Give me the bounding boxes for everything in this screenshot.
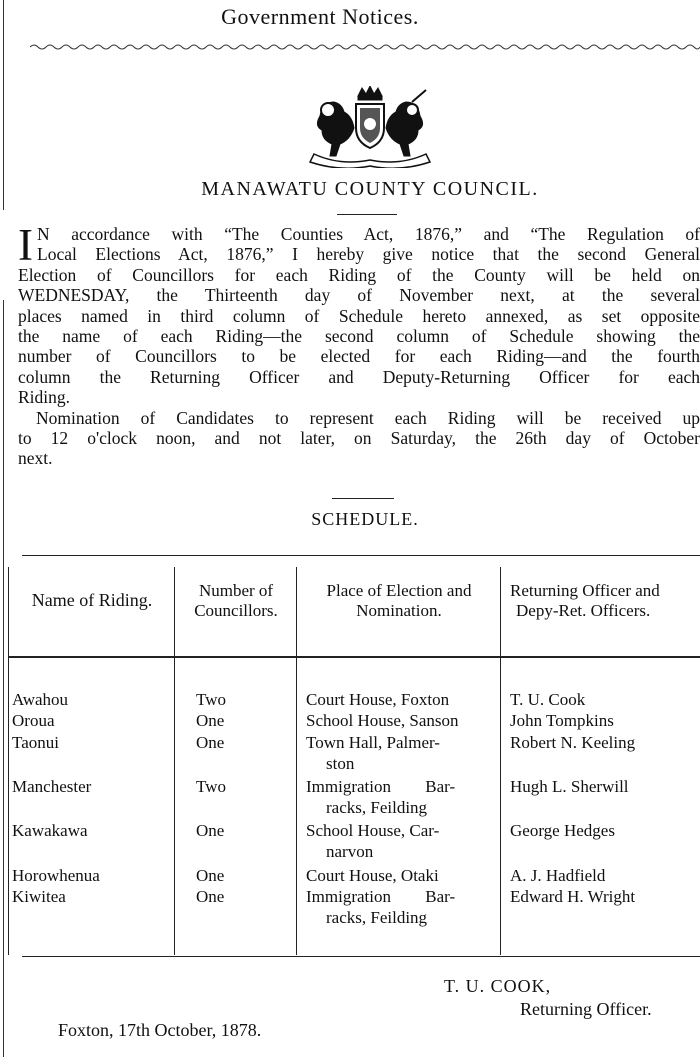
table-top-rule (22, 555, 700, 556)
table-row: Court House, Foxton (306, 690, 450, 709)
notice-line: number of Councillors to be elected for each Riding—and the fourth (18, 346, 700, 367)
notice-line: next. (18, 448, 53, 469)
table-header-rule (8, 656, 700, 658)
table-row: narvon (326, 842, 374, 861)
royal-coat-of-arms-icon (300, 86, 440, 168)
table-row: John Tompkins (510, 711, 614, 730)
drop-cap: I (18, 224, 33, 270)
table-row: One (196, 733, 225, 752)
header-councillors-line: Councillors. (194, 601, 278, 620)
column-rule (174, 567, 175, 955)
table-row: George Hedges (510, 821, 615, 840)
short-rule (332, 498, 394, 499)
table-row: Oroua (12, 711, 55, 730)
table-row: School House, Sanson (306, 711, 459, 730)
notice-line: Riding. (18, 387, 71, 408)
table-row: T. U. Cook (510, 690, 586, 709)
table-row: Two (196, 777, 226, 796)
column-rule (296, 567, 297, 955)
column-rule (8, 567, 9, 955)
signatory-title: Returning Officer. (520, 999, 652, 1019)
table-bottom-rule (22, 956, 700, 957)
header-officers-line: Returning Officer and (510, 581, 660, 600)
notice-line: Nomination of Candidates to represent each Riding will be received up (36, 407, 700, 428)
header-place-line: Place of Election and (326, 581, 472, 600)
notice-line: to 12 o'clock noon, and not later, on Saturday, the 26th day of October (18, 428, 700, 449)
table-row: Immigration Bar- (306, 887, 456, 906)
table-row: Kawakawa (12, 821, 88, 840)
table-row: One (196, 887, 225, 906)
notice-line: column the Returning Officer and Deputy-Returning Officer for each (18, 366, 700, 387)
header-place-line: Nomination. (356, 601, 442, 620)
header-riding: Name of Riding. (31, 590, 153, 610)
notice-line: Election of Councillors for each Riding of the County will be held on (18, 264, 700, 285)
place-date: Foxton, 17th October, 1878. (58, 1020, 262, 1040)
schedule-table (0, 555, 700, 955)
notice-line: places named in third column of Schedule hereto annexed, as set opposite (18, 305, 700, 326)
header-councillors (176, 581, 296, 621)
table-row: One (196, 866, 225, 885)
table-row: Court House, Otaki (306, 866, 439, 885)
table-row: Taonui (12, 733, 59, 752)
notice-line: Local Elections Act, 1876,” I hereby give notice that the second General (37, 244, 700, 265)
table-row: School House, Car- (306, 821, 440, 840)
header-officers-line: Depy-Ret. Officers. (516, 601, 651, 620)
header-place (298, 581, 500, 621)
table-row: A. J. Hadfield (510, 866, 606, 885)
table-row: ston (326, 754, 355, 773)
section-heading: Government Notices. (221, 4, 419, 29)
wavy-divider (30, 42, 700, 52)
notice-line: WEDNESDAY, the Thirteenth day of November next, at the several (18, 285, 700, 306)
table-row: Manchester (12, 777, 92, 796)
table-row: Immigration Bar- (306, 777, 456, 796)
header-officers (502, 581, 700, 621)
table-row: Awahou (12, 690, 69, 709)
notice-line: the name of each Riding—the second column of Schedule showing the (18, 326, 700, 347)
table-row: Town Hall, Palmer- (306, 733, 440, 752)
council-heading: MANAWATU COUNTY COUNCIL. (201, 178, 539, 200)
schedule-title: SCHEDULE. (311, 509, 419, 529)
table-row: racks, Feilding (326, 908, 428, 927)
table-row: racks, Feilding (326, 798, 428, 817)
table-row: Two (196, 690, 226, 709)
column-rule (500, 567, 501, 955)
table-row: Horowhenua (12, 866, 100, 885)
table-row: Hugh L. Sherwill (510, 777, 629, 796)
table-row: One (196, 711, 225, 730)
table-row: One (196, 821, 225, 840)
notice-body (18, 224, 700, 469)
short-rule (337, 214, 397, 215)
notice-line: N accordance with “The Counties Act, 1876,” and “The Regulation of (37, 224, 700, 244)
table-row: Robert N. Keeling (510, 733, 636, 752)
table-row: Edward H. Wright (510, 887, 636, 906)
header-councillors-line: Number of (198, 581, 274, 600)
table-row: Kiwitea (12, 887, 66, 906)
signatory-name: T. U. COOK, (444, 976, 552, 996)
